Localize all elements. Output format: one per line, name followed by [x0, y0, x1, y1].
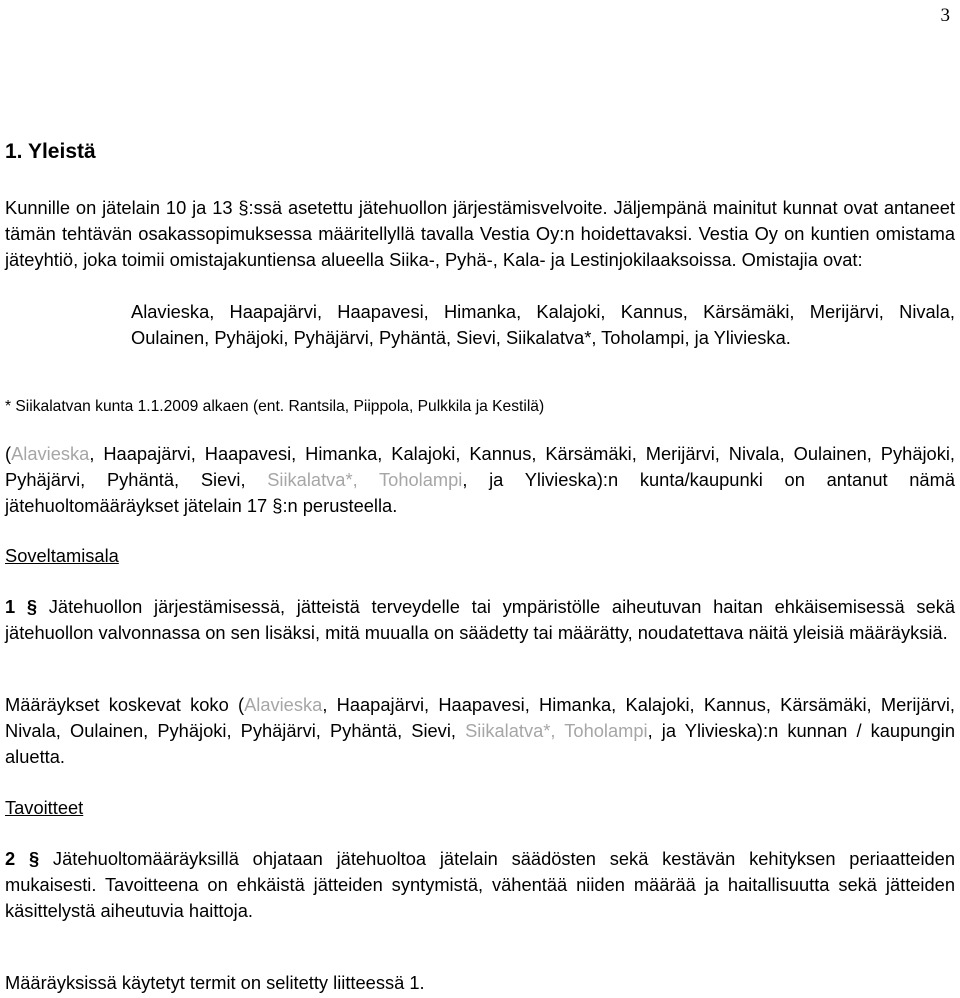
paragraph-number: 2 §: [5, 848, 40, 869]
page-number: 3: [940, 5, 950, 26]
section-title-tavoitteet: Tavoitteet: [5, 797, 84, 818]
paragraph-text: Jätehuollon järjestämisessä, jätteistä terveydelle tai ympäristölle aiheutuvan haitan ehkäisemisessä sekä jätehuollon valvonnassa on sen lisäksi, mitä muualla on säädetty tai määrätty, noudatettava näitä yleisiä määräyksiä.: [5, 596, 955, 643]
scope-municipalities: , Haapajärvi, Haapavesi, Himanka, Kalajoki, Kannus, Kärsämäki, Merijärvi, Nivala, Oulainen, Pyhäjoki, Pyhäjärvi, Pyhäntä, Sievi,: [5, 694, 955, 741]
section-heading: 1. Yleistä: [5, 140, 96, 163]
section-title-soveltamisala: Soveltamisala: [5, 545, 119, 566]
closing-line: Määräyksissä käytetyt termit on selitetty liitteessä 1.: [5, 972, 425, 993]
municipalities-paragraph: [5, 441, 955, 519]
scope-start: Määräykset koskevat koko (: [5, 694, 245, 715]
owner-municipalities-list: Alavieska, Haapajärvi, Haapavesi, Himanka, Kalajoki, Kannus, Kärsämäki, Merijärvi, Nivala, Oulainen, Pyhäjoki, Pyhäjärvi, Pyhäntä, Sievi, Siikalatva*, Toholampi, ja Ylivieska.: [131, 301, 955, 348]
inactive-municipalities: Siikalatva*, Toholampi: [465, 720, 648, 741]
paragraph-text: Jätehuoltomääräyksillä ohjataan jätehuoltoa jätelain säädösten sekä kestävän kehityksen periaatteiden mukaisesti. Tavoitteena on ehkäistä jätteiden syntymistä, vähentää niiden määrää ja haitallisuutta sekä jätteiden käsittelystä aiheutuvia haittoja.: [5, 848, 956, 921]
paragraph-ending: , ja Ylivieska):n kunta/kaupunki on antanut nämä jätehuoltomääräykset jätelain 17 §:n perusteella.: [5, 469, 955, 516]
inactive-municipality: Alavieska: [11, 443, 90, 464]
paragraph-number: 1 §: [5, 596, 38, 617]
paren-open: (: [5, 443, 12, 464]
municipality-list: , Haapajärvi, Haapavesi, Himanka, Kalajoki, Kannus, Kärsämäki, Merijärvi, Nivala, Oulainen, Pyhäjoki, Pyhäjärvi, Pyhäntä, Sievi,: [5, 443, 955, 490]
footnote: * Siikalatvan kunta 1.1.2009 alkaen (ent. Rantsila, Piippola, Pulkkila ja Kestilä): [5, 398, 545, 415]
paragraph-1: [5, 594, 955, 646]
paragraph-2: [5, 846, 955, 924]
inactive-municipalities: Siikalatva*, Toholampi: [267, 469, 463, 490]
inactive-municipality: Alavieska: [244, 694, 323, 715]
scope-end: , ja Ylivieska):n kunnan / kaupungin aluetta.: [5, 720, 955, 767]
intro-paragraph: Kunnille on jätelain 10 ja 13 §:ssä asetettu jätehuollon järjestämisvelvoite. Jäljempänä mainitut kunnat ovat antaneet tämän tehtävän osakassopimuksessa määritellyllä tavalla Vestia Oy:n hoidettavaksi. Vestia Oy on kuntien omistama jäteyhtiö, joka toimii omistajakuntiensa alueella Siika-, Pyhä-, Kala- ja Lestinjokilaaksoissa. Omistajia ovat:: [5, 197, 955, 270]
scope-paragraph: [5, 692, 955, 770]
